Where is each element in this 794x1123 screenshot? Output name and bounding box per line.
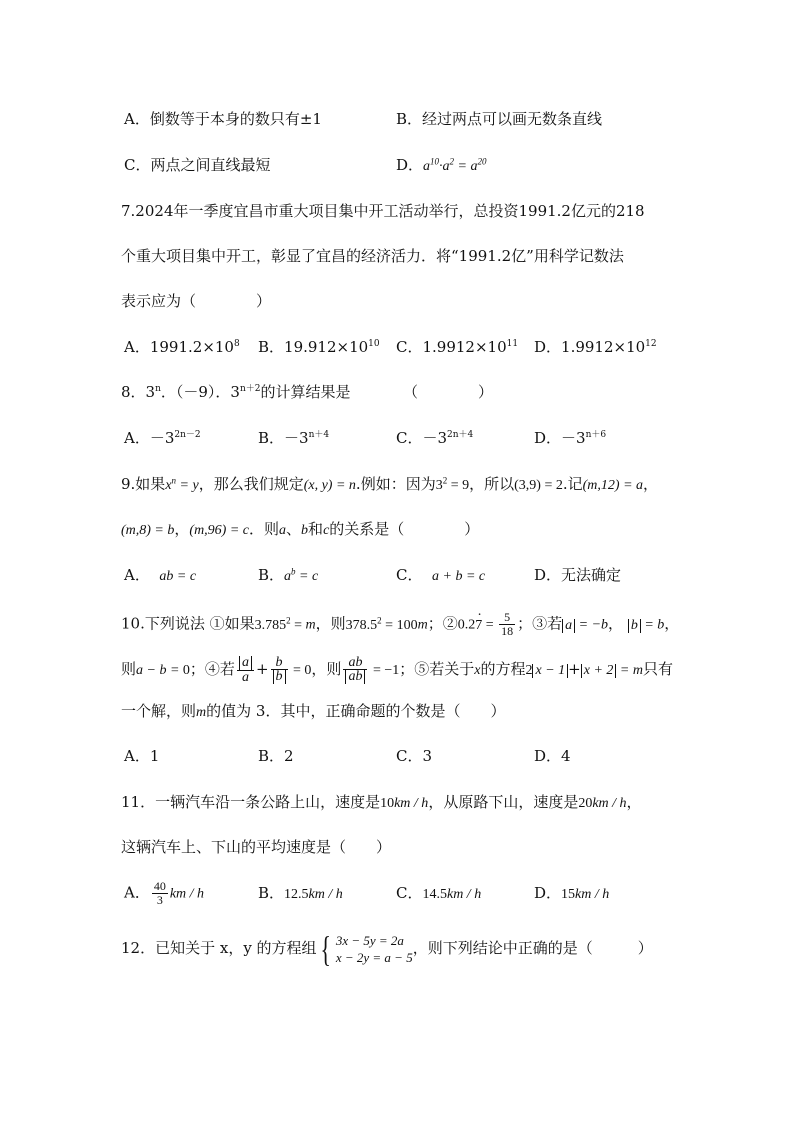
q7-option-d: D．$1.9912\times 10^{12}$ bbox=[534, 338, 657, 356]
q9-stem-line2: (m,8) = b，(m,96) = c．则a、b和c的关系是（ ） bbox=[121, 520, 480, 538]
q10-stem-line2: 则a − b = 0；④若 $\frac{a}{a}$ + $\frac{b}{b}$ = 0，则 $\frac{ab}{ab}$ = −1；⑤若关于x的方程2 x − 1 + x + 2 = m只有 bbox=[121, 655, 673, 685]
q6-option-b: B．经过两点可以画无数条直线 bbox=[396, 110, 603, 128]
equation-system: { 3x − 5y = 2a x − 2y = a − 5 bbox=[320, 929, 413, 969]
q7-stem-line1: 7.2024年一季度宜昌市重大项目集中开工活动举行，总投资1991.2亿元的218 bbox=[121, 202, 645, 220]
q8-stem: 8．3$^n$．（－9）．$3^{n+2}$的计算结果是 （ ） bbox=[121, 383, 494, 401]
q11-option-c: C．14.5km / h bbox=[396, 884, 482, 902]
q10-option-a: A．1 bbox=[124, 747, 160, 765]
q7-stem-line3: 表示应为（ ） bbox=[121, 292, 272, 310]
q9-option-a: A． ab = c bbox=[124, 566, 197, 584]
q6-option-c: C．两点之间直线最短 bbox=[124, 156, 271, 174]
q9-option-d: D．无法确定 bbox=[534, 566, 622, 584]
q8-option-d: D．$-3^{n+6}$ bbox=[534, 429, 607, 447]
q9-option-c: C． a + b = c bbox=[396, 566, 486, 584]
q11-option-a: A． $\frac{40}{3}$ km / h bbox=[124, 879, 205, 907]
q10-option-c: C．3 bbox=[396, 747, 433, 765]
q6-option-a: A．倒数等于本身的数只有±1 bbox=[124, 110, 322, 128]
q7-option-b: B．$19.912\times 10^{10}$ bbox=[258, 338, 380, 356]
q7-option-c: C．$1.9912\times 10^{11}$ bbox=[396, 338, 519, 356]
q9-stem-line1: 9.如果$x^n = y$，那么我们规定(x, y) = n.例如：因为$3^2 = 9$，所以(3,9) = 2.记(m,12) = a， bbox=[121, 475, 659, 493]
q10-option-d: D．4 bbox=[534, 747, 571, 765]
q7-stem-line2: 个重大项目集中开工，彰显了宜昌的经济活力．将“1991.2亿”用科学记数法 bbox=[121, 247, 624, 265]
q11-stem-line1: 11．一辆汽车沿一条公路上山，速度是10km / h，从原路下山，速度是20km / h， bbox=[121, 793, 642, 811]
q11-stem-line2: 这辆汽车上、下山的平均速度是（ ） bbox=[121, 838, 392, 856]
q10-stem-line1: 10.下列说法 ①如果$3.785^2 = m$，则$378.5^2 = 100m$；②0.2· 7 = $\frac{5}{18}$ ；③若 a = −b， b = b， bbox=[121, 611, 679, 638]
q12-stem: 12．已知关于 x，y 的方程组 { 3x − 5y = 2a x − 2y = a − 5 ，则下列结论中正确的是（ ） bbox=[121, 929, 653, 969]
q8-option-b: B．$-3^{n+4}$ bbox=[258, 429, 330, 447]
q9-option-b: B．$a^b = c$ bbox=[258, 566, 319, 584]
q11-option-b: B．12.5km / h bbox=[258, 884, 343, 902]
q8-option-a: A．$-3^{2n-2}$ bbox=[124, 429, 201, 447]
q8-option-c: C．$-3^{2n+4}$ bbox=[396, 429, 474, 447]
q11-option-d: D．15km / h bbox=[534, 884, 610, 902]
q10-stem-line3: 一个解，则m的值为 3．其中，正确命题的个数是（ ） bbox=[121, 702, 506, 720]
q7-option-a: A．$1991.2\times 10^8$ bbox=[124, 338, 240, 356]
q6-option-d: D．$a^{10}\cdot a^2 = a^{20}$ bbox=[396, 156, 487, 174]
q10-option-b: B．2 bbox=[258, 747, 294, 765]
